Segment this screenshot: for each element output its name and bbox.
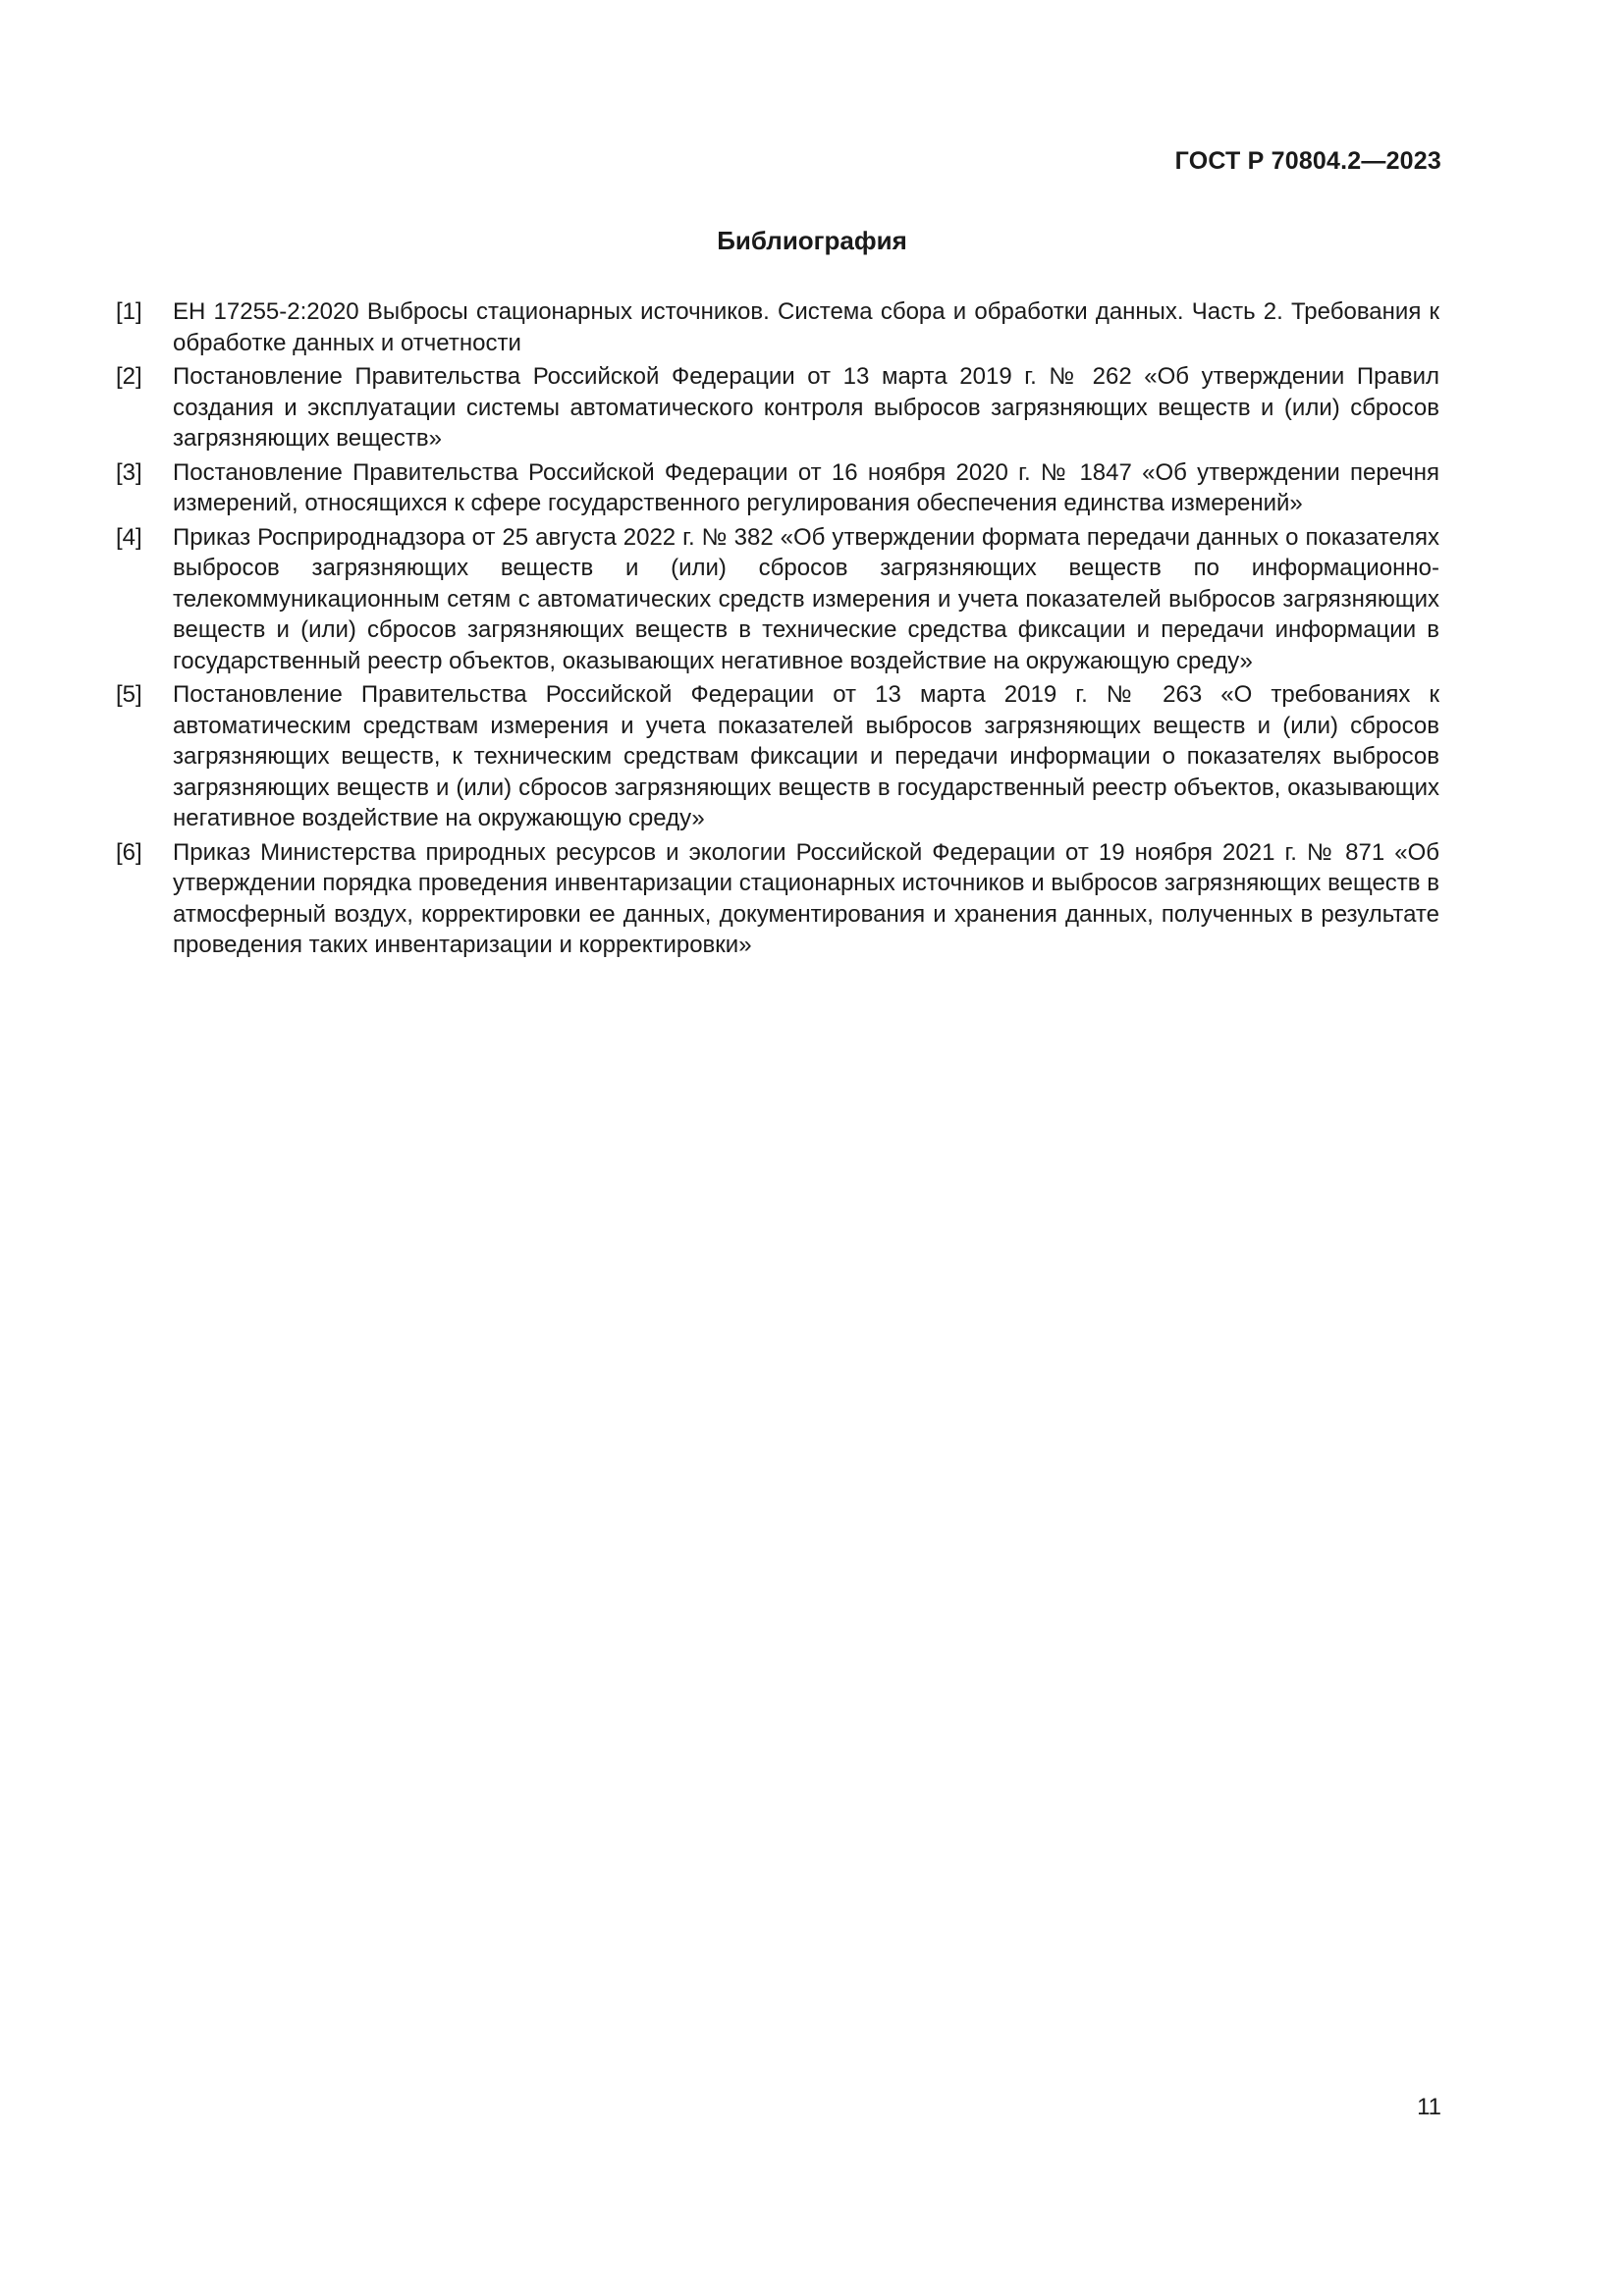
reference-text: Приказ Министерства природных ресурсов и экологии Российской Федерации от 19 ноября 2021 г. № 871 «Об утверждении порядка проведения инвентаризации стационарных источников и выбросов загрязняющих веществ в атмосферный воздух, корректировки ее данных, документирования и хранения данных, полученных в результате проведения таких инвентаризации и корректировки» — [173, 838, 1439, 958]
reference-text: Постановление Правительства Российской Федерации от 13 марта 2019 г. № 262 «Об утверждении Правил создания и эксплуатации системы автоматического контроля выбросов загрязняющих веществ и (или) сбросов загрязняющих веществ» — [173, 363, 1439, 452]
reference-number: [6] — [116, 838, 142, 866]
bibliography-item — [116, 837, 1439, 961]
bibliography-item — [116, 522, 1439, 677]
section-title: Библиография — [717, 226, 907, 255]
reference-number: [2] — [116, 363, 142, 390]
reference-number: [3] — [116, 458, 142, 486]
reference-text: Приказ Росприроднадзора от 25 августа 2022 г. № 382 «Об утверждении формата передачи данных о показателях выбросов загрязняющих веществ и (или) сбросов загрязняющих веществ по информационно-телекоммуникационным сетям с автоматических средств измерения и учета показателей выбросов загрязняющих веществ и (или) сбросов загрязняющих веществ в технические средства фиксации и передачи информации в государственный реестр объектов, оказывающих негативное воздействие на окружающую среду» — [173, 523, 1439, 674]
reference-text: ЕН 17255-2:2020 Выбросы стационарных источников. Система сбора и обработки данных. Часть 2. Требования к обработке данных и отчетности — [173, 298, 1439, 356]
reference-number: [1] — [116, 298, 142, 325]
bibliography-item — [116, 457, 1439, 519]
bibliography-item — [116, 296, 1439, 358]
reference-number: [4] — [116, 523, 142, 551]
bibliography-item — [116, 679, 1439, 834]
document-code: ГОСТ Р 70804.2—2023 — [1174, 147, 1441, 175]
reference-text: Постановление Правительства Российской Федерации от 13 марта 2019 г. № 263 «О требованиях к автоматическим средствам измерения и учета показателей выбросов загрязняющих веществ и (или) сбросов загрязняющих веществ, к техническим средствам фиксации и передачи информации о показателях выбросов загрязняющих веществ и (или) сбросов загрязняющих веществ в государственный реестр объектов, оказывающих негативное воздействие на окружающую среду» — [173, 681, 1439, 831]
bibliography-item — [116, 361, 1439, 454]
bibliography-list — [116, 296, 1439, 964]
reference-number: [5] — [116, 681, 142, 708]
reference-text: Постановление Правительства Российской Федерации от 16 ноября 2020 г. № 1847 «Об утверждении перечня измерений, относящихся к сфере государственного регулирования обеспечения единства измерений» — [173, 458, 1439, 516]
page-number: 11 — [1417, 2094, 1441, 2120]
